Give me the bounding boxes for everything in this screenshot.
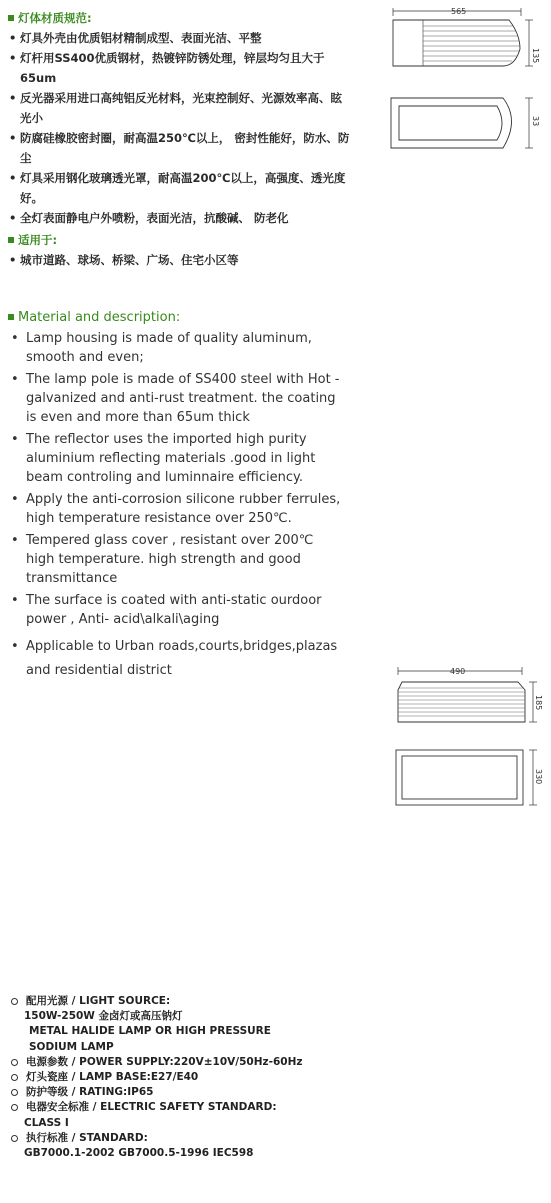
circle-bullet-icon	[11, 1089, 18, 1096]
lamp-housing-outline	[393, 20, 520, 66]
square-bullet-icon	[8, 314, 14, 320]
spec-light-source-en: METAL HALIDE LAMP OR HIGH PRESSURE	[29, 1025, 271, 1038]
bottom-lamp-plan-drawing	[390, 742, 545, 814]
bottom-plan-height-label: 330	[534, 769, 543, 785]
top-plan-height-label: 33	[531, 116, 540, 127]
zh-item: • 灯具采用钢化玻璃透光罩，耐高温200℃以上，高强度、透光度好。	[8, 168, 353, 208]
chinese-section	[8, 8, 353, 270]
zh-apply-heading-text: 适用于:	[18, 233, 58, 247]
zh-item: • 灯杆用SS400优质钢材，热镀锌防锈处理，锌层均匀且大于65um	[8, 48, 353, 88]
circle-bullet-icon	[11, 998, 18, 1005]
top-height-label: 135	[531, 48, 540, 64]
zh-apply-heading	[8, 230, 353, 250]
zh-heading-text: 灯体材质规范:	[18, 11, 92, 25]
bottom-width-label: 490	[450, 667, 466, 676]
en-heading-text: Material and description:	[18, 310, 181, 325]
zh-item: • 防腐硅橡胶密封圈，耐高温250℃以上， 密封性能好，防水、防尘	[8, 128, 353, 168]
en-item: • The lamp pole is made of SS400 steel with Hot -galvanized and anti-rust treatment. the coating is even and more than 65um thick	[8, 370, 343, 427]
spec-light-source-en: SODIUM LAMP	[29, 1040, 114, 1053]
spec-standard: 执行标准 / STANDARD:	[10, 1131, 430, 1146]
circle-bullet-icon	[11, 1104, 18, 1111]
square-bullet-icon	[8, 237, 14, 243]
en-item: • Tempered glass cover , resistant over 200℃ high temperature. high strength and good transmittance	[8, 531, 343, 588]
en-heading	[8, 308, 343, 327]
spec-light-source-zh: 150W-250W 金卤灯或高压钠灯	[24, 1010, 183, 1023]
zh-heading	[8, 8, 353, 28]
circle-bullet-icon	[11, 1135, 18, 1142]
english-section	[8, 308, 343, 686]
spec-light-source: 配用光源 / LIGHT SOURCE:	[10, 994, 430, 1009]
spec-safety-standard: 电器安全标准 / ELECTRIC SAFETY STANDARD:	[10, 1100, 430, 1115]
en-item: • Apply the anti-corrosion silicone rubber ferrules, high temperature resistance over 250℃.	[8, 490, 343, 528]
square-bullet-icon	[8, 15, 14, 21]
top-lamp-plan-drawing	[383, 90, 543, 160]
spec-lamp-base: 灯头瓷座 / LAMP BASE:E27/E40	[10, 1070, 430, 1085]
specifications	[10, 994, 430, 1161]
spec-power-supply: 电源参数 / POWER SUPPLY:220V±10V/50Hz-60Hz	[10, 1055, 430, 1070]
spec-rating: 防护等级 / RATING:IP65	[10, 1085, 430, 1100]
top-width-label: 565	[451, 7, 467, 16]
en-item: • Lamp housing is made of quality aluminum, smooth and even;	[8, 329, 343, 367]
spec-standard-value: GB7000.1-2002 GB7000.5-1996 IEC598	[24, 1147, 254, 1160]
circle-bullet-icon	[11, 1074, 18, 1081]
bottom-lamp-side-drawing	[390, 662, 545, 738]
en-item: • The reflector uses the imported high purity aluminium reflecting materials .good in light beam controling and luminnaire efficiency.	[8, 430, 343, 487]
en-item: • The surface is coated with anti-static ourdoor power , Anti- acid\alkali\aging	[8, 591, 343, 629]
circle-bullet-icon	[11, 1059, 18, 1066]
zh-item: • 全灯表面静电户外喷粉，表面光洁，抗酸碱、 防老化	[8, 208, 353, 228]
spec-safety-class: CLASS I	[24, 1116, 69, 1129]
zh-item: • 灯具外壳由优质铝材精制成型、表面光洁、平整	[8, 28, 353, 48]
bottom-height-label: 185	[534, 695, 543, 711]
zh-item: • 反光器采用进口高纯铝反光材料，光束控制好、光源效率高、眩光小	[8, 88, 353, 128]
zh-apply-item: • 城市道路、球场、桥梁、广场、住宅小区等	[8, 250, 353, 270]
top-lamp-side-drawing	[383, 4, 543, 74]
en-item: • Applicable to Urban roads,courts,bridges,plazas and residential district	[8, 635, 343, 683]
